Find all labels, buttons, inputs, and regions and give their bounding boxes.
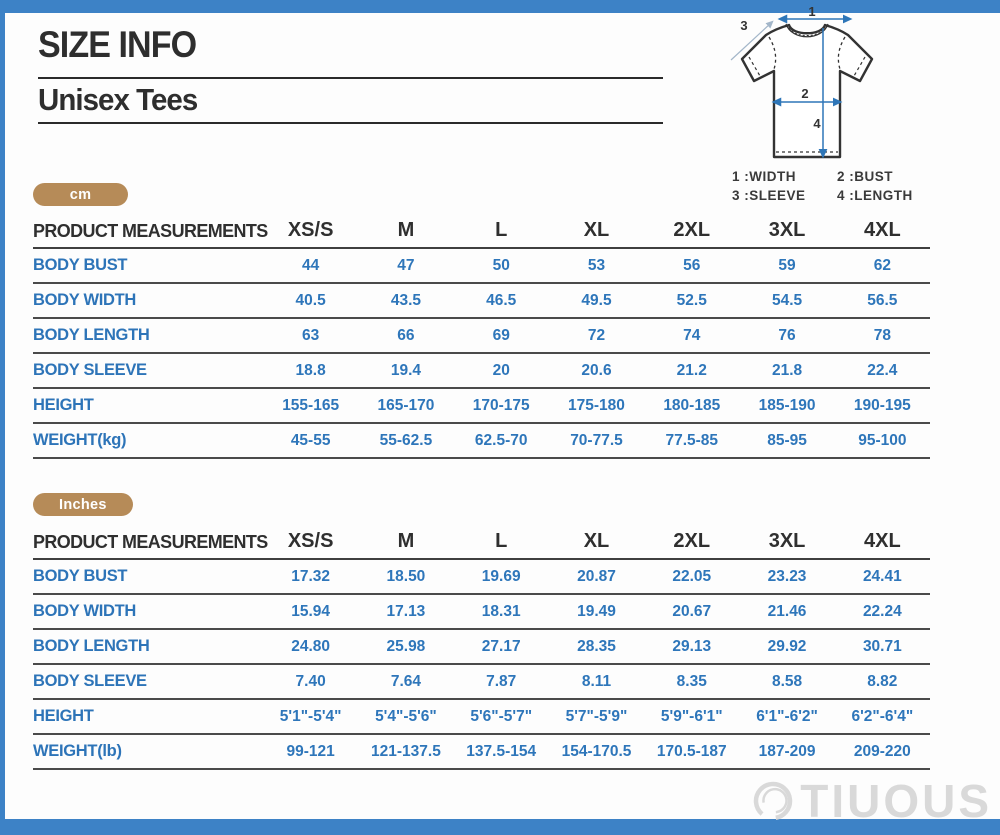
cell-value: 5'6"-5'7" [470, 707, 533, 725]
cell-value: 24.41 [862, 567, 902, 585]
cell-value: 6'2"-6'4" [851, 707, 914, 725]
table-row [33, 629, 930, 664]
cell-value: 27.17 [481, 637, 521, 655]
row-label: BODY SLEEVE [33, 672, 147, 690]
table-row [33, 318, 930, 353]
table-row [33, 388, 930, 423]
size-column-header: 3XL [739, 214, 834, 248]
table-row [33, 664, 930, 699]
cell-value: 5'7"-5'9" [565, 707, 628, 725]
size-column-header: L [454, 214, 549, 248]
row-label: BODY WIDTH [33, 291, 137, 309]
size-column-header: 2XL [644, 214, 739, 248]
cell-value: 21.2 [676, 361, 707, 379]
cell-value: 29.92 [767, 637, 807, 655]
cell-value: 7.64 [390, 672, 421, 690]
size-column-header: 3XL [739, 525, 834, 559]
cell-value: 20 [492, 361, 510, 379]
cell-value: 8.11 [581, 672, 612, 690]
cell-value: 187-209 [758, 742, 816, 760]
cell-value: 209-220 [853, 742, 911, 760]
legend-item-sleeve: 3 :SLEEVE [732, 188, 806, 203]
legend-item-bust: 2 :BUST [837, 169, 894, 184]
cell-value: 95-100 [858, 431, 907, 449]
cell-value: 21.8 [771, 361, 803, 379]
cell-value: 5'4"-5'6" [375, 707, 437, 725]
unit-badge-cm: cm [33, 183, 128, 206]
table-row [33, 283, 930, 318]
cell-value: 15.94 [291, 602, 331, 620]
table-row [33, 559, 930, 594]
cell-value: 5'1"-5'4" [279, 707, 342, 725]
cell-value: 63 [302, 326, 320, 344]
divider-line [38, 122, 663, 124]
cell-value: 137.5-154 [466, 742, 537, 760]
cell-value: 55-62.5 [379, 431, 433, 449]
cell-value: 52.5 [676, 291, 707, 309]
brand-watermark-text: TIUOUS [800, 775, 992, 827]
cell-value: 72 [587, 326, 606, 344]
cell-value: 47 [397, 256, 415, 274]
diagram-number-2: 2 [801, 86, 809, 101]
row-label: BODY BUST [33, 256, 128, 274]
cell-value: 56 [683, 256, 701, 274]
cell-value: 53 [587, 256, 606, 274]
cell-value: 69 [492, 326, 510, 344]
cell-value: 66 [397, 326, 415, 344]
size-column-header: XS/S [263, 525, 358, 559]
cell-value: 30.71 [862, 637, 902, 655]
cell-value: 155-165 [282, 396, 340, 414]
cell-value: 175-180 [568, 396, 625, 414]
cell-value: 121-137.5 [371, 742, 441, 760]
row-label: BODY WIDTH [33, 602, 137, 620]
cell-value: 62 [873, 256, 891, 274]
brand-ring-icon [750, 778, 796, 824]
row-label: WEIGHT(kg) [33, 431, 127, 449]
cell-value: 21.46 [767, 602, 807, 620]
cell-value: 19.4 [390, 361, 421, 379]
cell-value: 99-121 [286, 742, 335, 760]
cell-value: 154-170.5 [561, 742, 632, 760]
legend-item-length: 4 :LENGTH [837, 188, 913, 203]
cell-value: 185-190 [758, 396, 816, 414]
row-label: BODY BUST [33, 567, 128, 585]
cell-value: 20.87 [577, 567, 616, 585]
legend-item-width: 1 :WIDTH [732, 169, 796, 184]
cell-value: 22.05 [672, 567, 712, 585]
cell-value: 24.80 [291, 637, 331, 655]
table-row [33, 248, 930, 283]
cell-value: 76 [778, 326, 796, 344]
cell-value: 8.58 [771, 672, 803, 690]
cell-value: 5'9"-6'1" [660, 707, 723, 725]
row-label: HEIGHT [33, 396, 94, 414]
measurements-column-header: PRODUCT MEASUREMENTS [33, 525, 256, 559]
cell-value: 54.5 [771, 291, 803, 309]
cell-value: 19.69 [481, 567, 521, 585]
cell-value: 59 [778, 256, 796, 274]
diagram-number-3: 3 [740, 18, 748, 33]
cell-value: 18.50 [386, 567, 426, 585]
cell-value: 70-77.5 [570, 431, 623, 449]
row-label: HEIGHT [33, 707, 94, 725]
cell-value: 7.87 [486, 672, 517, 690]
size-column-header: 2XL [644, 525, 739, 559]
cell-value: 7.40 [295, 672, 326, 690]
divider-line [38, 77, 663, 79]
cell-value: 44 [302, 256, 320, 274]
brand-watermark [750, 774, 992, 828]
size-table-cm [33, 214, 930, 459]
size-column-header: M [358, 525, 453, 559]
row-label: BODY LENGTH [33, 637, 150, 655]
cell-value: 22.4 [867, 361, 898, 379]
size-column-header: XS/S [263, 214, 358, 248]
cell-value: 190-195 [853, 396, 911, 414]
cell-value: 28.35 [577, 637, 616, 655]
tshirt-measurement-diagram [722, 5, 894, 167]
tshirt-diagram-icon [722, 5, 894, 167]
cell-value: 23.23 [767, 567, 807, 585]
cell-value: 170-175 [472, 396, 530, 414]
cell-value: 180-185 [663, 396, 721, 414]
cell-value: 170.5-187 [656, 742, 727, 760]
size-column-header: L [454, 525, 549, 559]
cell-value: 56.5 [867, 291, 898, 309]
cell-value: 74 [683, 326, 701, 344]
diagram-number-1: 1 [808, 5, 816, 19]
cell-value: 20.67 [672, 602, 712, 620]
size-column-header: 4XL [835, 214, 930, 248]
cell-value: 49.5 [581, 291, 612, 309]
table-row [33, 353, 930, 388]
cell-value: 43.5 [390, 291, 421, 309]
cell-value: 77.5-85 [665, 431, 719, 449]
table-row [33, 423, 930, 458]
size-column-header: 4XL [835, 525, 930, 559]
measurements-column-header: PRODUCT MEASUREMENTS [33, 214, 256, 248]
cell-value: 50 [492, 256, 510, 274]
diagram-number-4: 4 [813, 116, 821, 131]
cell-value: 29.13 [672, 637, 712, 655]
cell-value: 78 [873, 326, 891, 344]
cell-value: 18.31 [481, 602, 521, 620]
cell-value: 85-95 [767, 431, 807, 449]
size-column-header: M [358, 214, 453, 248]
row-label: BODY SLEEVE [33, 361, 147, 379]
size-column-header: XL [549, 525, 644, 559]
left-accent-bar [0, 0, 5, 835]
cell-value: 165-170 [377, 396, 435, 414]
cell-value: 17.32 [291, 567, 331, 585]
cell-value: 45-55 [290, 431, 331, 449]
cell-value: 17.13 [386, 602, 426, 620]
cell-value: 20.6 [581, 361, 612, 379]
cell-value: 19.49 [577, 602, 616, 620]
cell-value: 8.35 [676, 672, 707, 690]
row-label: WEIGHT(lb) [33, 742, 122, 760]
cell-value: 18.8 [295, 361, 326, 379]
size-table-inches [33, 525, 930, 770]
cell-value: 22.24 [862, 602, 902, 620]
cell-value: 40.5 [295, 291, 326, 309]
cell-value: 62.5-70 [474, 431, 528, 449]
row-label: BODY LENGTH [33, 326, 150, 344]
table-row [33, 594, 930, 629]
cell-value: 6'1"-6'2" [756, 707, 818, 725]
unit-badge-inches: Inches [33, 493, 133, 516]
cell-value: 25.98 [386, 637, 426, 655]
page-subtitle: Unisex Tees [38, 82, 198, 117]
cell-value: 46.5 [486, 291, 517, 309]
cell-value: 8.82 [867, 672, 898, 690]
table-row [33, 699, 930, 734]
diagram-legend [732, 169, 913, 203]
size-column-header: XL [549, 214, 644, 248]
page-title: SIZE INFO [38, 24, 197, 65]
table-row [33, 734, 930, 769]
